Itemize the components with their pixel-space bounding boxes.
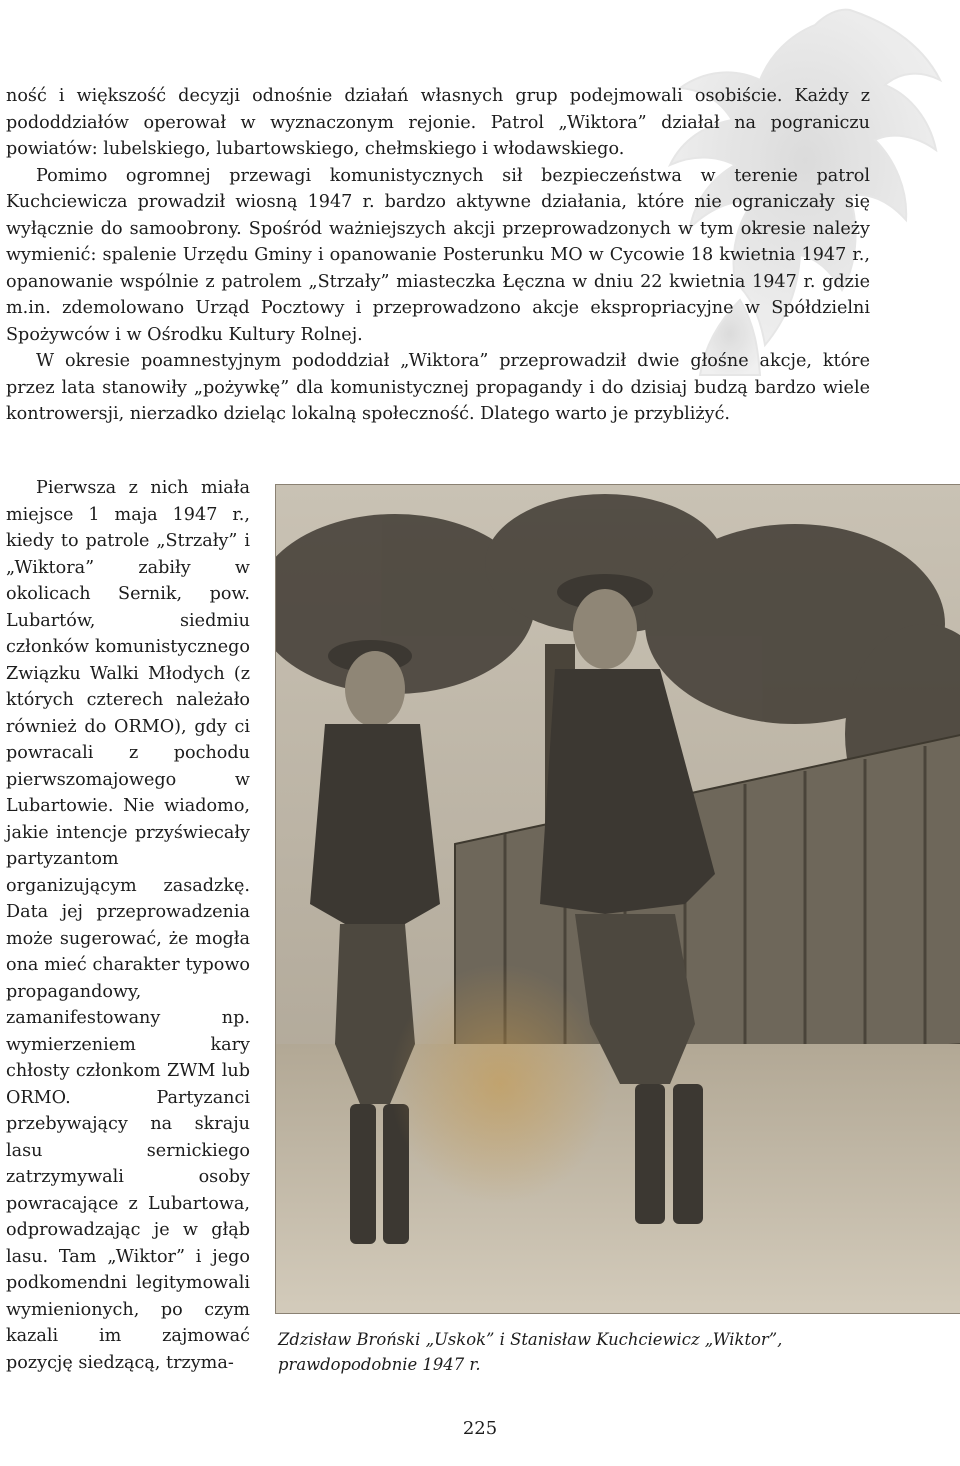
page-number: 225	[462, 1418, 498, 1439]
paragraph: W okresie poamnestyjnym pododdział „Wiktora” przeprowadził dwie głośne akcje, które przez lata stanowiły „pożywkę” dla komunistycznej propagandy i do dzisiaj budzą bardzo wiele kontrowersji, nierzadko dzieląc lokalną społeczność. Dlatego warto je przybliżyć.	[6, 351, 870, 424]
caption-line: prawdopodobnie 1947 r.	[278, 1355, 481, 1374]
body-text	[6, 83, 870, 428]
historical-photograph	[275, 484, 960, 1314]
left-column-text: Pierwsza z nich miała miejsce 1 maja 1947 r., kiedy to patrole „Strzały” i „Wiktora” zabiły w okolicach Sernik, pow. Lubartów, siedmiu członków komunistycznego Związku Walki Młodych (z których czterech należało również do ORMO), gdy ci powracali z pochodu pierwszomajowego w Lubartowie. Nie wiadomo, jakie intencje przyświecały partyzantom organizującym zasadzkę. Data jej przeprowadzenia może sugerować, że mogła ona mieć charakter typowo propagandowy, zamanifestowany np. wymierzeniem kary chłosty członkom ZWM lub ORMO. Partyzanci przebywający na skraju lasu sernickiego zatrzymywali osoby powracające z Lubartowa, odprowadzając je w głąb lasu. Tam „Wiktor” i jego podkomendni legitymowali wymienionych, po czym kazali im zajmować pozycję siedzącą, trzyma-	[6, 478, 250, 1373]
caption-line: Zdzisław Broński „Uskok” i Stanisław Kuchciewicz „Wiktor”,	[278, 1330, 783, 1349]
paragraph: Pomimo ogromnej przewagi komunistycznych sił bezpieczeństwa w terenie patrol Kuchciewicza prowadził wiosną 1947 r. bardzo aktywne działania, które nie ograniczały się wyłącznie do samoobrony. Spośród ważniejszych akcji przeprowadzonych w tym okresie należy wymienić: spalenie Urzędu Gminy i opanowanie Posterunku MO w Cycowie 18 kwietnia 1947 r., opanowanie wspólnie z patrolem „Strzały” miasteczka Łęczna w dniu 22 kwietnia 1947 r. gdzie m.in. zdemolowano Urząd Pocztowy i przeprowadzono akcje ekspropriacyjne w Spółdzielni Spożywców i w Ośrodku Kultury Rolnej.	[6, 165, 870, 345]
photo-caption	[278, 1327, 938, 1377]
paragraph: ność i większość decyzji odnośnie działań własnych grup podejmowali osobiście. Każdy z pododdziałów operował w wyznaczonym rejonie. Patrol „Wiktora” działał na pograniczu powiatów: lubelskiego, lubartowskiego, chełmskiego i włodawskiego.	[6, 86, 870, 159]
